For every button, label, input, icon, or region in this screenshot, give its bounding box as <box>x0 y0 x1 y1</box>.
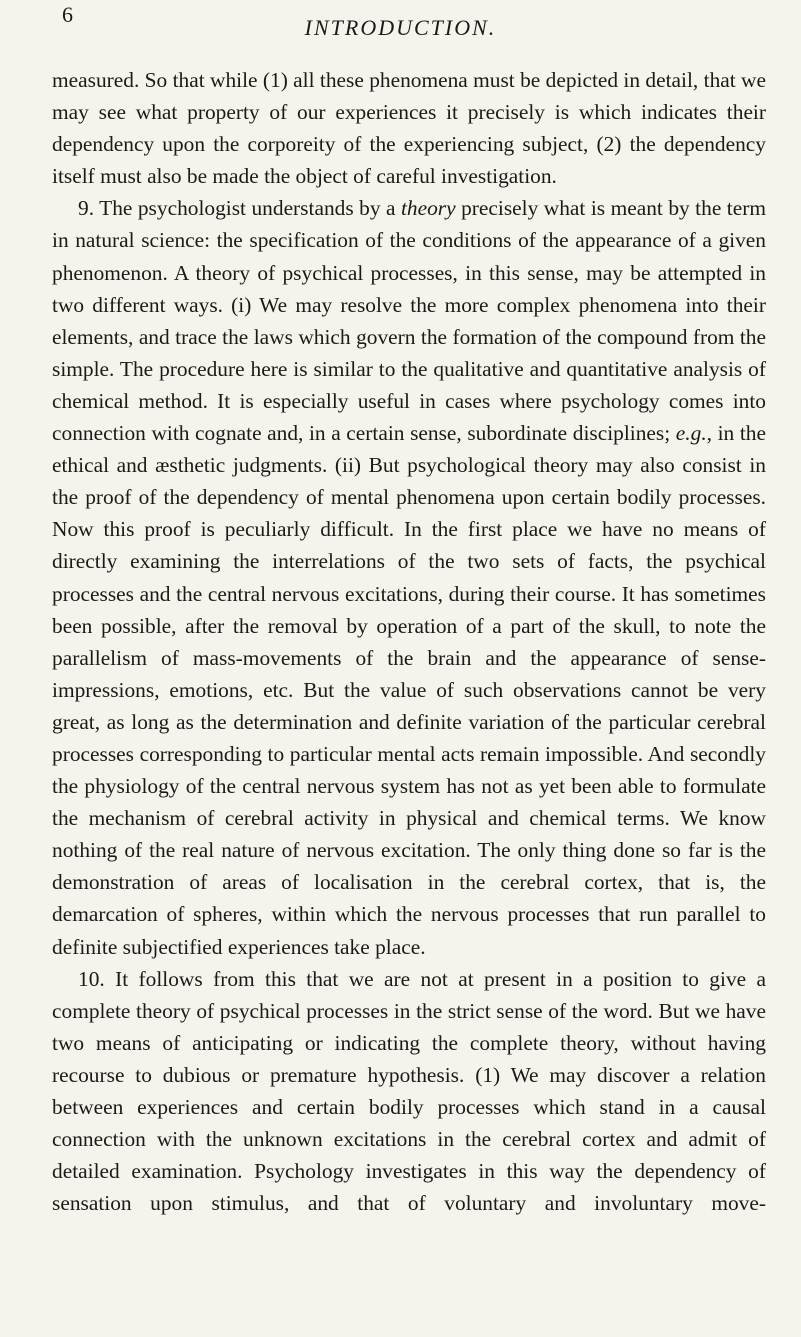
text-segment: measured. So that while (1) all these phenomena must be depicted in detail, that we may see what property of our experiences it precisely is which indicates their dependency upon the corporeity of the experiencing subject, (2) the dependency itself must also be made the object of careful investigation. <box>52 68 766 189</box>
body-text <box>52 64 766 1219</box>
running-head: INTRODUCTION. <box>304 15 497 40</box>
paragraph-continuation <box>52 64 766 192</box>
italic-term-theory: theory <box>400 196 456 221</box>
paragraph-9 <box>52 192 766 962</box>
page-number: 6 <box>62 2 73 27</box>
text-segment: 10. It follows from this that we are not at present in a position to give a complete theory of psychical processes in the strict sense of the word. But we have two means of anticipating or indicating the complete theory, without having recourse to dubious or premature hypothesis. (1) We may discover a relation between experiences and certain bodily processes which stand in a causal connection with the unknown excitations in the cerebral cortex and admit of detailed examination. Psychology investigates in this way the dependency of sensation upon stimulus, and that of voluntary and involuntary move- <box>52 966 766 1216</box>
text-segment: , in the ethical and æsthetic judgments. (ii) But psychological theory may also consist in the proof of the dependency of mental phenomena upon certain bodily processes. Now this proof is peculiarly difficult. In the first place we have no means of directly examining the interrelations of the two sets of facts, the psychical processes and the central nervous excitations, during their course. It has sometimes been possible, after the removal by operation of a part of the skull, to note the parallelism of mass-movements of the brain and the appearance of sense-impressions, emotions, etc. But the value of such observations cannot be very great, as long as the determination and definite variation of the particular cerebral processes corresponding to particular mental acts remain impossible. And secondly the physiology of the central nervous system has not as yet been able to formulate the mechanism of cerebral activity in physical and chemical terms. We know nothing of the real nature of nervous excitation. The only thing done so far is the demonstration of areas of localisation in the cerebral cortex, that is, the demarcation of spheres, within which the nervous processes that run parallel to definite subjectified experiences take place. <box>52 421 766 959</box>
text-segment: precisely what is meant by the term in natural science: the specification of the conditions of the appearance of a given phenomenon. A theory of psychical processes, in this sense, may be attempted in two different ways. (i) We may resolve the more complex phenomena into their elements, and trace the laws which govern the formation of the compound from the simple. The procedure here is similar to the qualitative and quantitative analysis of chemical method. It is especially useful in cases where psychology comes into connection with cognate and, in a certain sense, subordinate disciplines; <box>52 196 766 446</box>
text-segment: 9. The psychologist understands by a <box>78 196 401 221</box>
paragraph-10 <box>52 963 766 1220</box>
italic-term-eg: e.g. <box>675 421 707 446</box>
